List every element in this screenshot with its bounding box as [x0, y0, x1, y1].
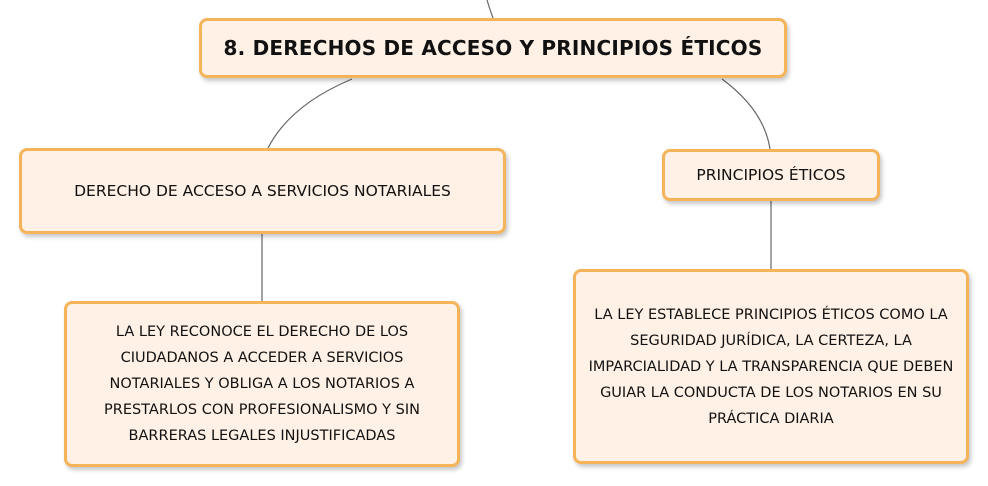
topic-node-access-rights[interactable]: [19, 148, 506, 234]
root-topic-label: 8. DERECHOS DE ACCESO Y PRINCIPIOS ÉTICOS: [223, 36, 763, 60]
topic-label-ethical-principles: PRINCIPIOS ÉTICOS: [696, 166, 846, 184]
connector-parent-to-root: [487, 0, 493, 18]
connector-root-to-left: [268, 79, 352, 148]
topic-label-access-rights: DERECHO DE ACCESO A SERVICIOS NOTARIALES: [74, 182, 451, 200]
topic-node-ethical-principles[interactable]: [662, 149, 880, 201]
connector-root-to-right: [722, 79, 770, 149]
subtopic-node-ethical-principles-description[interactable]: [573, 269, 969, 464]
root-topic-node[interactable]: [199, 18, 787, 78]
subtopic-text-ethical-principles: LA LEY ESTABLECE PRINCIPIOS ÉTICOS COMO LA SEGURIDAD JURÍDICA, LA CERTEZA, LA IMPARCIALIDAD Y LA TRANSPARENCIA QUE DEBEN GUIAR LA CONDUCTA DE LOS NOTARIOS EN SU PRÁCTICA DIARIA: [588, 306, 954, 427]
subtopic-node-access-rights-description[interactable]: [64, 301, 460, 467]
subtopic-text-access-rights: LA LEY RECONOCE EL DERECHO DE LOS CIUDADANOS A ACCEDER A SERVICIOS NOTARIALES Y OBLIGA A LOS NOTARIOS A PRESTARLOS CON PROFESIONALISMO Y SIN BARRERAS LEGALES INJUSTIFICADAS: [104, 324, 420, 444]
